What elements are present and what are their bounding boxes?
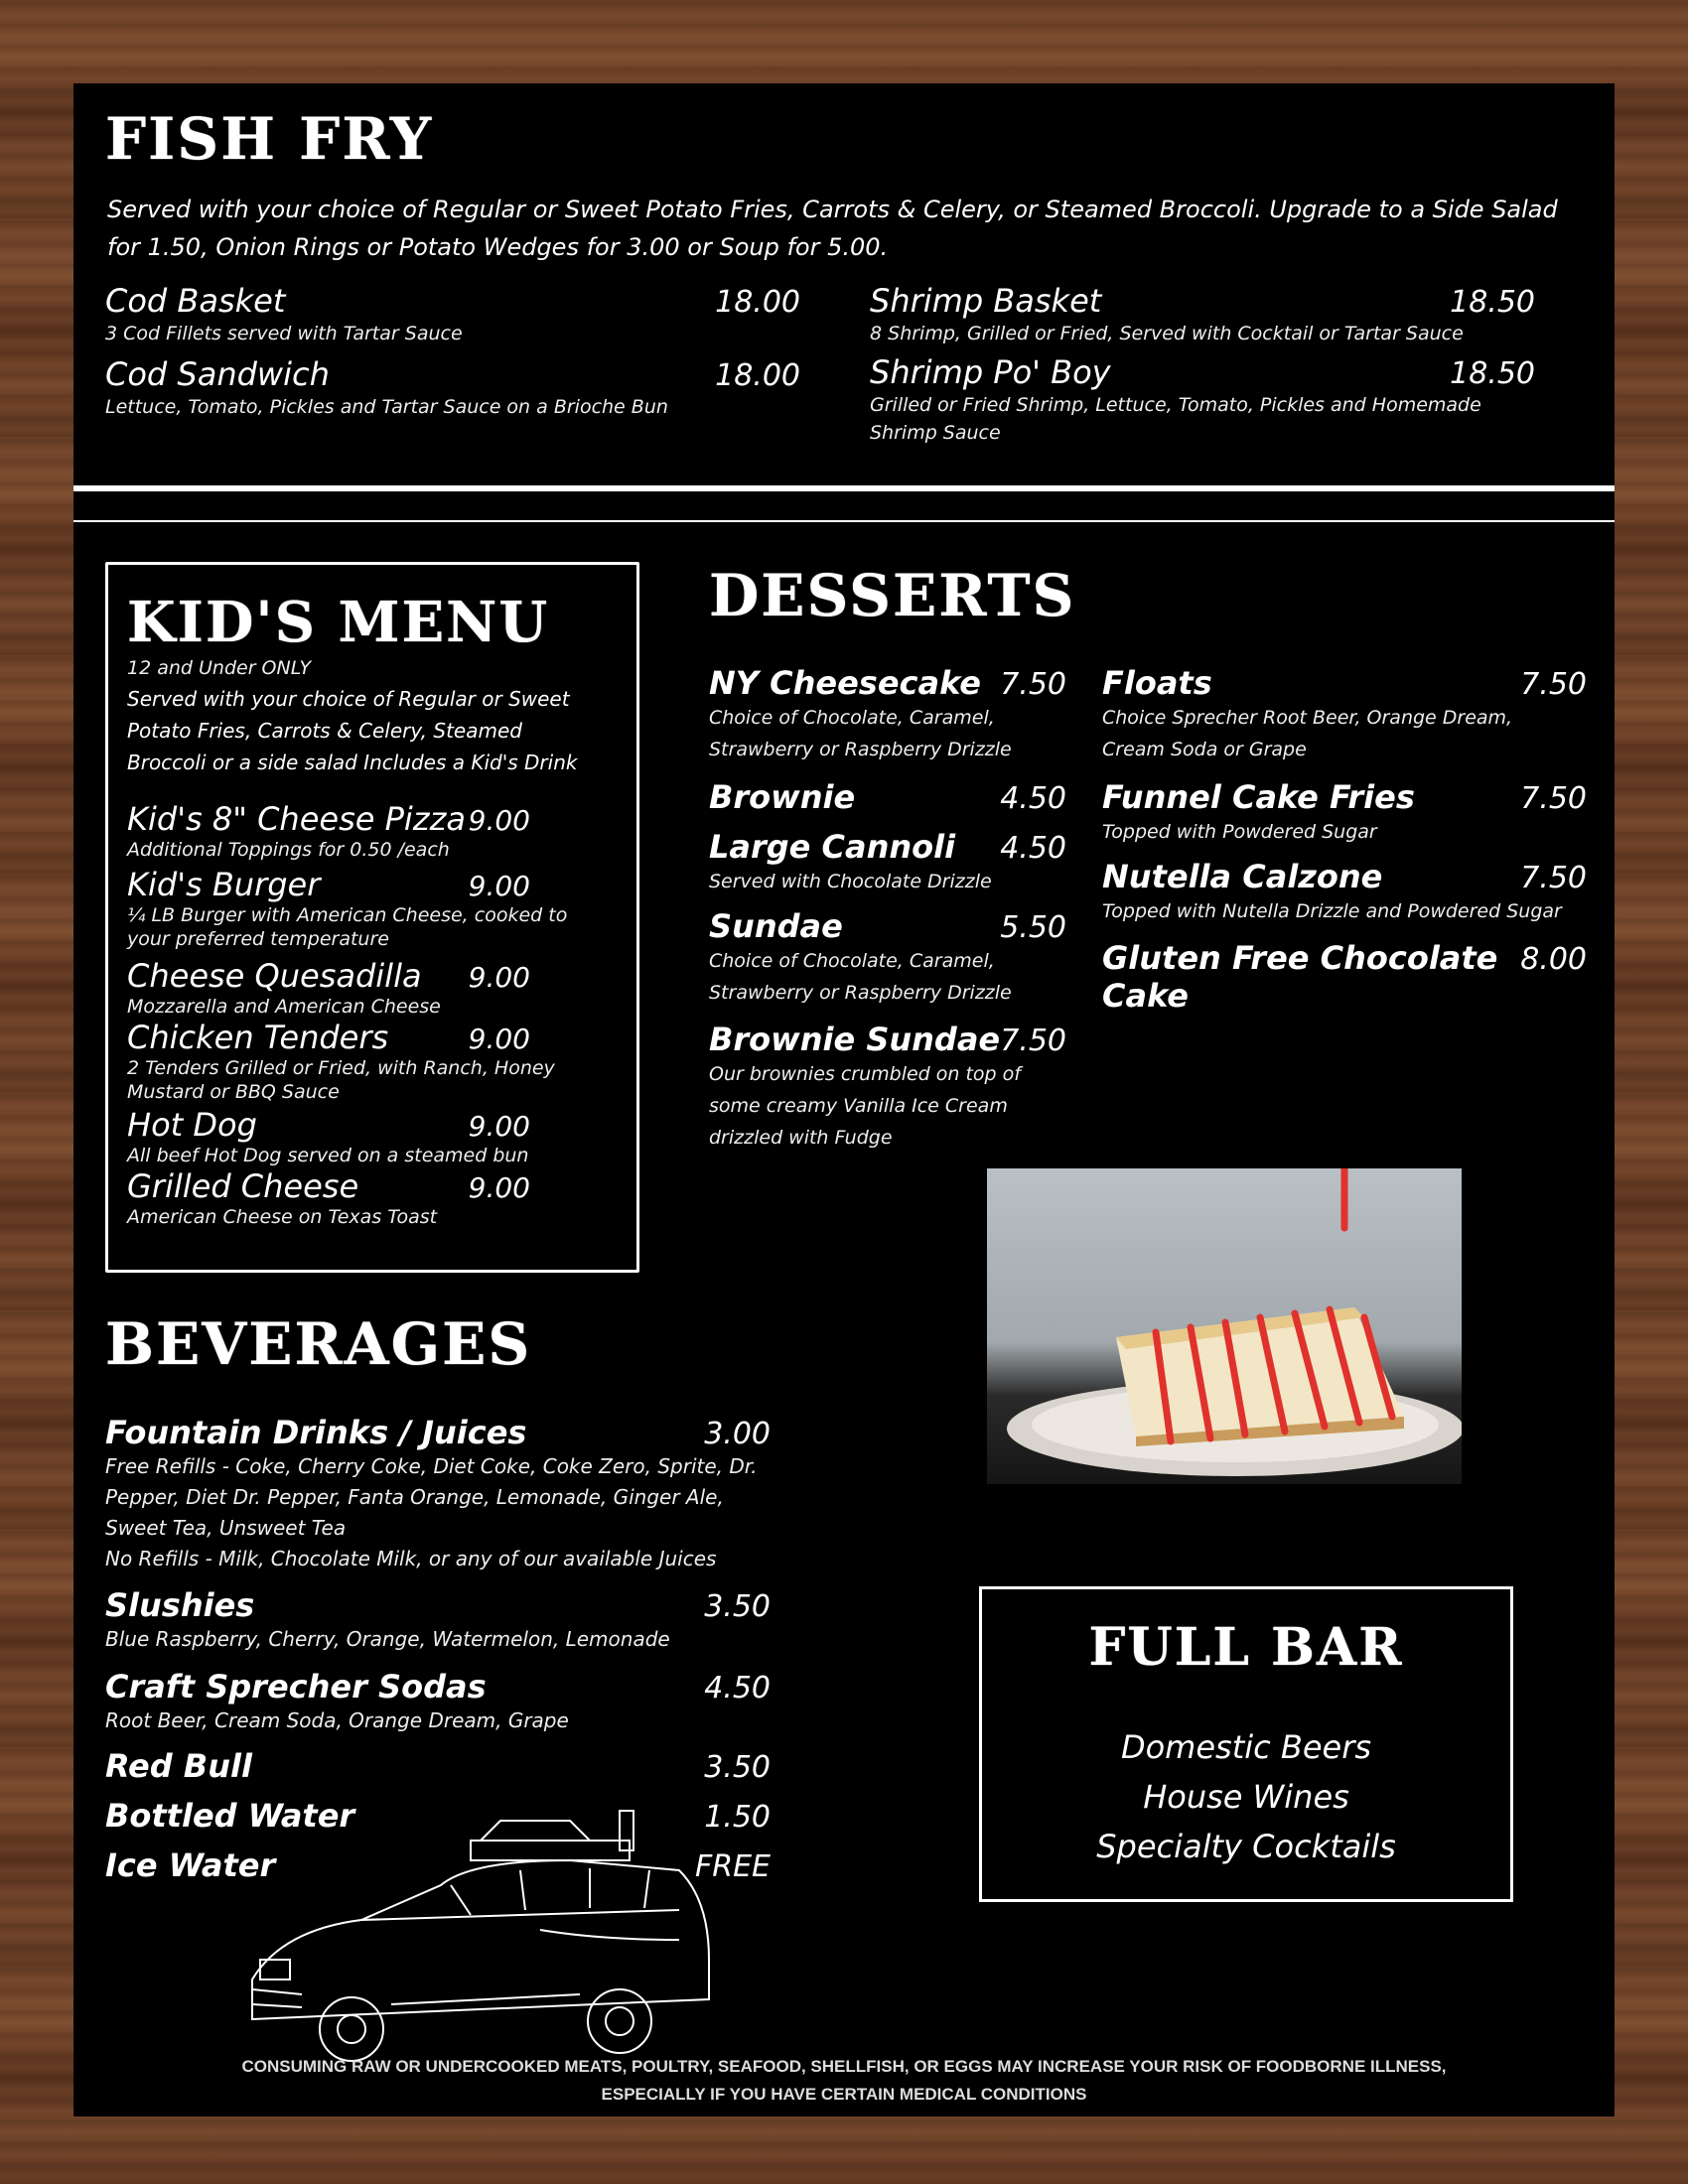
menu-item-kids-burger — [127, 866, 614, 951]
item-name: Grilled Cheese — [127, 1167, 359, 1205]
item-name: Chicken Tenders — [127, 1019, 389, 1056]
item-name: Brownie — [709, 778, 856, 816]
item-name: NY Cheesecake — [709, 664, 981, 702]
item-description: 2 Tenders Grilled or Fried, with Ranch, Honey Mustard or BBQ Sauce — [127, 1057, 555, 1103]
menu-item-grilled-cheese — [127, 1167, 614, 1229]
item-price: 9.00 — [468, 1171, 530, 1204]
item-name: Craft Sprecher Sodas — [105, 1668, 487, 1706]
item-description: Free Refills - Coke, Cherry Coke, Diet Coke, Coke Zero, Sprite, Dr. Pepper, Diet Dr. Pepper, Fanta Orange, Lemonade, Ginger Ale, Sweet Tea, Unsweet Tea — [105, 1454, 758, 1540]
menu-item-brownie — [709, 778, 1066, 816]
item-description: All beef Hot Dog served on a steamed bun — [127, 1145, 529, 1166]
menu-item-craft-sodas — [105, 1668, 771, 1736]
menu-item-shrimp-po-boy — [870, 353, 1535, 447]
item-price: 4.50 — [704, 1671, 771, 1706]
cheesecake-photo — [987, 1168, 1462, 1484]
menu-item-hot-dog — [127, 1106, 614, 1167]
notice-line-2: ESPECIALLY IF YOU HAVE CERTAIN MEDICAL CONDITIONS — [601, 2085, 1087, 2104]
menu-item-brownie-sundae — [709, 1021, 1066, 1154]
menu-board — [73, 83, 1615, 2116]
menu-item-funnel-cake-fries — [1102, 778, 1587, 848]
item-price: 18.50 — [1450, 356, 1535, 391]
item-name: Bottled Water — [105, 1797, 355, 1835]
fish-fry-title: FISH FRY — [105, 105, 434, 173]
item-price: 9.00 — [468, 804, 530, 837]
item-price: 1.50 — [704, 1800, 771, 1835]
item-price: 5.50 — [1000, 910, 1066, 945]
divider-thick — [73, 485, 1615, 491]
item-name: Ice Water — [105, 1846, 276, 1884]
item-name: Shrimp Basket — [870, 282, 1102, 320]
menu-item-fountain-drinks — [105, 1414, 771, 1574]
notice-line-1: CONSUMING RAW OR UNDERCOOKED MEATS, POULTRY, SEAFOOD, SHELLFISH, OR EGGS MAY INCREASE YOUR RISK OF FOODBORNE ILLNESS, — [241, 2057, 1447, 2076]
item-description: American Cheese on Texas Toast — [127, 1206, 438, 1228]
menu-item-slushies — [105, 1586, 771, 1655]
full-bar-title: FULL BAR — [1088, 1617, 1404, 1678]
item-description: Choice of Chocolate, Caramel, Strawberry or Raspberry Drizzle — [709, 707, 1012, 760]
menu-item-shrimp-basket — [870, 282, 1535, 347]
menu-item-cod-sandwich — [105, 355, 800, 421]
item-price: 7.50 — [1520, 861, 1587, 895]
full-bar-frame — [979, 1586, 1513, 1902]
full-bar-line-beers: Domestic Beers — [1120, 1728, 1372, 1766]
item-name: Shrimp Po' Boy — [870, 353, 1111, 391]
item-price: 3.00 — [704, 1417, 771, 1451]
item-description-secondary: No Refills - Milk, Chocolate Milk, or any of our available Juices — [105, 1547, 717, 1570]
menu-item-nutella-calzone — [1102, 858, 1587, 927]
item-description: Grilled or Fried Shrimp, Lettuce, Tomato, Pickles and Homemade Shrimp Sauce — [870, 394, 1481, 444]
item-price: 4.50 — [1000, 831, 1066, 866]
menu-item-cheese-quesadilla — [127, 957, 614, 1019]
menu-item-large-cannoli — [709, 828, 1066, 897]
item-name: Brownie Sundae — [709, 1021, 1001, 1058]
item-description: Blue Raspberry, Cherry, Orange, Watermelon, Lemonade — [105, 1627, 670, 1651]
item-description: Our brownies crumbled on top of some creamy Vanilla Ice Cream drizzled with Fudge — [709, 1063, 1021, 1149]
item-name: Kid's 8" Cheese Pizza — [127, 800, 466, 838]
item-description: Root Beer, Cream Soda, Orange Dream, Grape — [105, 1708, 569, 1732]
item-description: 8 Shrimp, Grilled or Fried, Served with Cocktail or Tartar Sauce — [870, 323, 1464, 344]
item-name: Cheese Quesadilla — [127, 957, 422, 995]
beverages-title: BEVERAGES — [105, 1310, 532, 1378]
item-name: Large Cannoli — [709, 828, 956, 866]
item-description: Topped with Nutella Drizzle and Powdered Sugar — [1102, 900, 1562, 922]
menu-item-floats — [1102, 664, 1587, 765]
item-price: 7.50 — [1000, 1024, 1066, 1058]
item-price: 3.50 — [704, 1589, 771, 1624]
menu-item-cod-basket — [105, 282, 800, 347]
menu-item-chicken-tenders — [127, 1019, 614, 1104]
item-price: 7.50 — [1000, 667, 1066, 702]
item-description: 3 Cod Fillets served with Tartar Sauce — [105, 323, 463, 344]
item-description: Choice of Chocolate, Caramel, Strawberry or Raspberry Drizzle — [709, 950, 1012, 1004]
item-price: 9.00 — [468, 961, 530, 994]
item-name: Sundae — [709, 907, 843, 945]
food-safety-notice — [73, 2053, 1615, 2109]
kids-menu-title: KID'S MENU — [127, 590, 550, 655]
item-name: Fountain Drinks / Juices — [105, 1414, 527, 1451]
item-price: 18.00 — [715, 358, 800, 393]
item-description: Lettuce, Tomato, Pickles and Tartar Sauce on a Brioche Bun — [105, 396, 668, 418]
cheesecake-illustration — [987, 1168, 1462, 1484]
menu-item-kids-pizza — [127, 800, 614, 862]
item-description: Mozzarella and American Cheese — [127, 996, 441, 1018]
item-description: Served with Chocolate Drizzle — [709, 871, 992, 892]
item-name: Cod Basket — [105, 282, 286, 320]
item-name: Funnel Cake Fries — [1102, 778, 1415, 816]
item-description: Choice Sprecher Root Beer, Orange Dream, Cream Soda or Grape — [1102, 707, 1513, 760]
item-price: 8.00 — [1520, 942, 1587, 977]
desserts-title: DESSERTS — [709, 562, 1076, 629]
menu-item-red-bull — [105, 1747, 771, 1785]
menu-item-sundae — [709, 907, 1066, 1009]
item-description: Additional Toppings for 0.50 /each — [127, 839, 450, 861]
item-price: 18.00 — [715, 285, 800, 320]
item-price: 18.50 — [1450, 285, 1535, 320]
item-name: Kid's Burger — [127, 866, 321, 903]
item-description: Topped with Powdered Sugar — [1102, 821, 1377, 843]
item-price: 9.00 — [468, 1110, 530, 1143]
item-description: ¼ LB Burger with American Cheese, cooked to your preferred temperature — [127, 904, 568, 950]
item-price: 9.00 — [468, 870, 530, 902]
item-name: Gluten Free Chocolate Cake — [1102, 939, 1498, 1015]
full-bar-line-wines: House Wines — [1143, 1778, 1349, 1816]
item-name: Red Bull — [105, 1747, 252, 1785]
item-name: Hot Dog — [127, 1106, 257, 1144]
item-price: 7.50 — [1520, 667, 1587, 702]
full-bar-line-cocktails: Specialty Cocktails — [1096, 1828, 1396, 1865]
item-name: Slushies — [105, 1586, 255, 1624]
item-price: 9.00 — [468, 1023, 530, 1055]
item-price: 3.50 — [704, 1750, 771, 1785]
menu-item-ny-cheesecake — [709, 664, 1066, 765]
divider-thin — [73, 520, 1615, 522]
item-price: 7.50 — [1520, 781, 1587, 816]
item-name: Nutella Calzone — [1102, 858, 1383, 895]
menu-item-gluten-free-cake — [1102, 939, 1587, 1015]
item-price: FREE — [694, 1849, 771, 1884]
fish-fry-intro: Served with your choice of Regular or Sweet Potato Fries, Carrots & Celery, or Steamed Broccoli. Upgrade to a Side Salad for 1.50, Onion Rings or Potato Wedges for 3.00 or Soup for 5.00. — [107, 196, 1558, 261]
item-name: Floats — [1102, 664, 1212, 702]
kids-age-note: 12 and Under ONLY — [127, 657, 312, 679]
item-price: 4.50 — [1000, 781, 1066, 816]
item-name: Cod Sandwich — [105, 355, 330, 393]
kids-intro: Served with your choice of Regular or Sweet Potato Fries, Carrots & Celery, Steamed Broccoli or a side salad Includes a Kid's Drink — [127, 687, 578, 774]
